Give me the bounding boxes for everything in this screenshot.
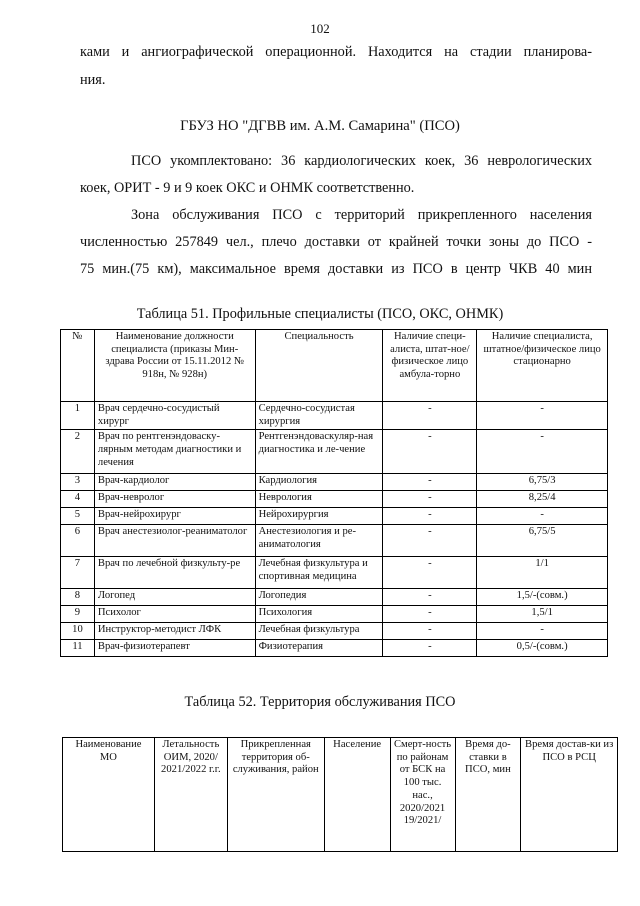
table-row bbox=[61, 430, 608, 474]
table-row bbox=[61, 623, 608, 640]
row-inpatient: 6,75/5 bbox=[477, 525, 608, 557]
row-inpatient: 6,75/3 bbox=[477, 474, 608, 491]
row-number: 1 bbox=[61, 402, 95, 430]
table-52-header-mortality: Летальность ОИМ, 2020/ 2021/2022 г.г. bbox=[154, 738, 227, 852]
row-number: 7 bbox=[61, 557, 95, 589]
row-number: 6 bbox=[61, 525, 95, 557]
table-52-header-population: Население bbox=[324, 738, 390, 852]
row-inpatient: - bbox=[477, 623, 608, 640]
row-position: Врач по лечебной физкульту-ре bbox=[94, 557, 255, 589]
row-number: 2 bbox=[61, 430, 95, 474]
row-specialty: Анестезиология и ре-аниматология bbox=[255, 525, 383, 557]
row-specialty: Психология bbox=[255, 606, 383, 623]
paragraph-2-line-1: Зона обслуживания ПСО с территорий прикрепленного населения bbox=[131, 207, 592, 223]
row-position: Врач сердечно-сосудистый хирург bbox=[94, 402, 255, 430]
table-row bbox=[61, 525, 608, 557]
table-row bbox=[61, 640, 608, 657]
row-outpatient: - bbox=[383, 623, 477, 640]
row-number: 3 bbox=[61, 474, 95, 491]
table-51-header-outpatient: Наличие специ-алиста, штат-ное/физическое лицо амбула-торно bbox=[383, 330, 477, 402]
row-inpatient: 1,5/-(совм.) bbox=[477, 589, 608, 606]
row-position: Врач-невролог bbox=[94, 491, 255, 508]
table-51-header-row bbox=[61, 330, 608, 402]
row-specialty: Физиотерапия bbox=[255, 640, 383, 657]
paragraph-2-line-3: 75 мин.(75 км), максимальное время доставки из ПСО в центр ЧКВ 40 мин bbox=[80, 261, 592, 277]
row-inpatient: 1,5/1 bbox=[477, 606, 608, 623]
row-position: Логопед bbox=[94, 589, 255, 606]
row-outpatient: - bbox=[383, 589, 477, 606]
table-row bbox=[61, 557, 608, 589]
row-position: Врач-нейрохирург bbox=[94, 508, 255, 525]
row-inpatient: - bbox=[477, 508, 608, 525]
table-52-header-delivery-to-pso: Время до-ставки в ПСО, мин bbox=[455, 738, 521, 852]
section-title: ГБУЗ НО "ДГВВ им. А.М. Самарина" (ПСО) bbox=[180, 118, 460, 134]
row-position: Врач-физиотерапевт bbox=[94, 640, 255, 657]
row-number: 5 bbox=[61, 508, 95, 525]
page-number: 102 bbox=[310, 21, 330, 36]
table-row bbox=[61, 402, 608, 430]
table-row bbox=[61, 589, 608, 606]
table-52-header-territory: Прикрепленная территория об-служивания, район bbox=[227, 738, 324, 852]
table-51-header-position: Наименование должности специалиста (приказы Мин-здрава России от 15.11.2012 № 918н, № 928н) bbox=[94, 330, 255, 402]
row-specialty: Логопедия bbox=[255, 589, 383, 606]
table-row bbox=[61, 474, 608, 491]
row-outpatient: - bbox=[383, 525, 477, 557]
row-inpatient: 1/1 bbox=[477, 557, 608, 589]
row-inpatient: 0,5/-(совм.) bbox=[477, 640, 608, 657]
table-51 bbox=[60, 329, 608, 657]
row-position: Врач по рентгенэндоваску-лярным методам диагностики и лечения bbox=[94, 430, 255, 474]
table-row bbox=[61, 508, 608, 525]
table-52-header-mo-name: Наименование МО bbox=[63, 738, 155, 852]
table-51-header-number: № bbox=[61, 330, 95, 402]
row-outpatient: - bbox=[383, 557, 477, 589]
row-position: Врач анестезиолог-реаниматолог bbox=[94, 525, 255, 557]
row-outpatient: - bbox=[383, 606, 477, 623]
table-51-header-specialty: Специальность bbox=[255, 330, 383, 402]
paragraph-2-line-2: численностью 257849 чел., плечо доставки от крайней точки зоны до ПСО - bbox=[80, 234, 592, 250]
row-outpatient: - bbox=[383, 402, 477, 430]
row-number: 11 bbox=[61, 640, 95, 657]
table-52-header-bsk-mortality: Смерт-ность по районам от БСК на 100 тыс. нас., 2020/2021 19/2021/ bbox=[390, 738, 455, 852]
row-position: Врач-кардиолог bbox=[94, 474, 255, 491]
row-outpatient: - bbox=[383, 474, 477, 491]
row-inpatient: - bbox=[477, 430, 608, 474]
table-row bbox=[61, 491, 608, 508]
paragraph-1-line-2: коек, ОРИТ - 9 и 9 коек ОКС и ОНМК соответственно. bbox=[80, 180, 415, 196]
row-outpatient: - bbox=[383, 508, 477, 525]
intro-line-2: ния. bbox=[80, 72, 106, 88]
row-number: 8 bbox=[61, 589, 95, 606]
row-inpatient: - bbox=[477, 402, 608, 430]
paragraph-1-line-1: ПСО укомплектовано: 36 кардиологических коек, 36 неврологических bbox=[131, 153, 592, 169]
row-outpatient: - bbox=[383, 640, 477, 657]
table-51-header-inpatient: Наличие специалиста, штатное/физическое лицо стационарно bbox=[477, 330, 608, 402]
table-52-caption: Таблица 52. Территория обслуживания ПСО bbox=[184, 694, 456, 710]
intro-line-1: ками и ангиографической операционной. Находится на стадии планирова- bbox=[80, 44, 592, 60]
row-outpatient: - bbox=[383, 491, 477, 508]
row-inpatient: 8,25/4 bbox=[477, 491, 608, 508]
row-specialty: Лечебная физкультура bbox=[255, 623, 383, 640]
row-specialty: Лечебная физкультура и спортивная медицина bbox=[255, 557, 383, 589]
row-specialty: Рентгенэндоваскуляр-ная диагностика и ле-чение bbox=[255, 430, 383, 474]
table-52 bbox=[62, 737, 618, 852]
row-specialty: Сердечно-сосудистая хирургия bbox=[255, 402, 383, 430]
table-52-header-row bbox=[63, 738, 618, 852]
row-position: Инструктор-методист ЛФК bbox=[94, 623, 255, 640]
row-specialty: Нейрохирургия bbox=[255, 508, 383, 525]
row-number: 10 bbox=[61, 623, 95, 640]
row-number: 4 bbox=[61, 491, 95, 508]
row-specialty: Кардиология bbox=[255, 474, 383, 491]
row-number: 9 bbox=[61, 606, 95, 623]
row-position: Психолог bbox=[94, 606, 255, 623]
row-outpatient: - bbox=[383, 430, 477, 474]
row-specialty: Неврология bbox=[255, 491, 383, 508]
table-row bbox=[61, 606, 608, 623]
table-51-caption: Таблица 51. Профильные специалисты (ПСО, ОКС, ОНМК) bbox=[136, 306, 504, 322]
table-52-header-delivery-to-rsc: Время достав-ки из ПСО в РСЦ bbox=[521, 738, 618, 852]
